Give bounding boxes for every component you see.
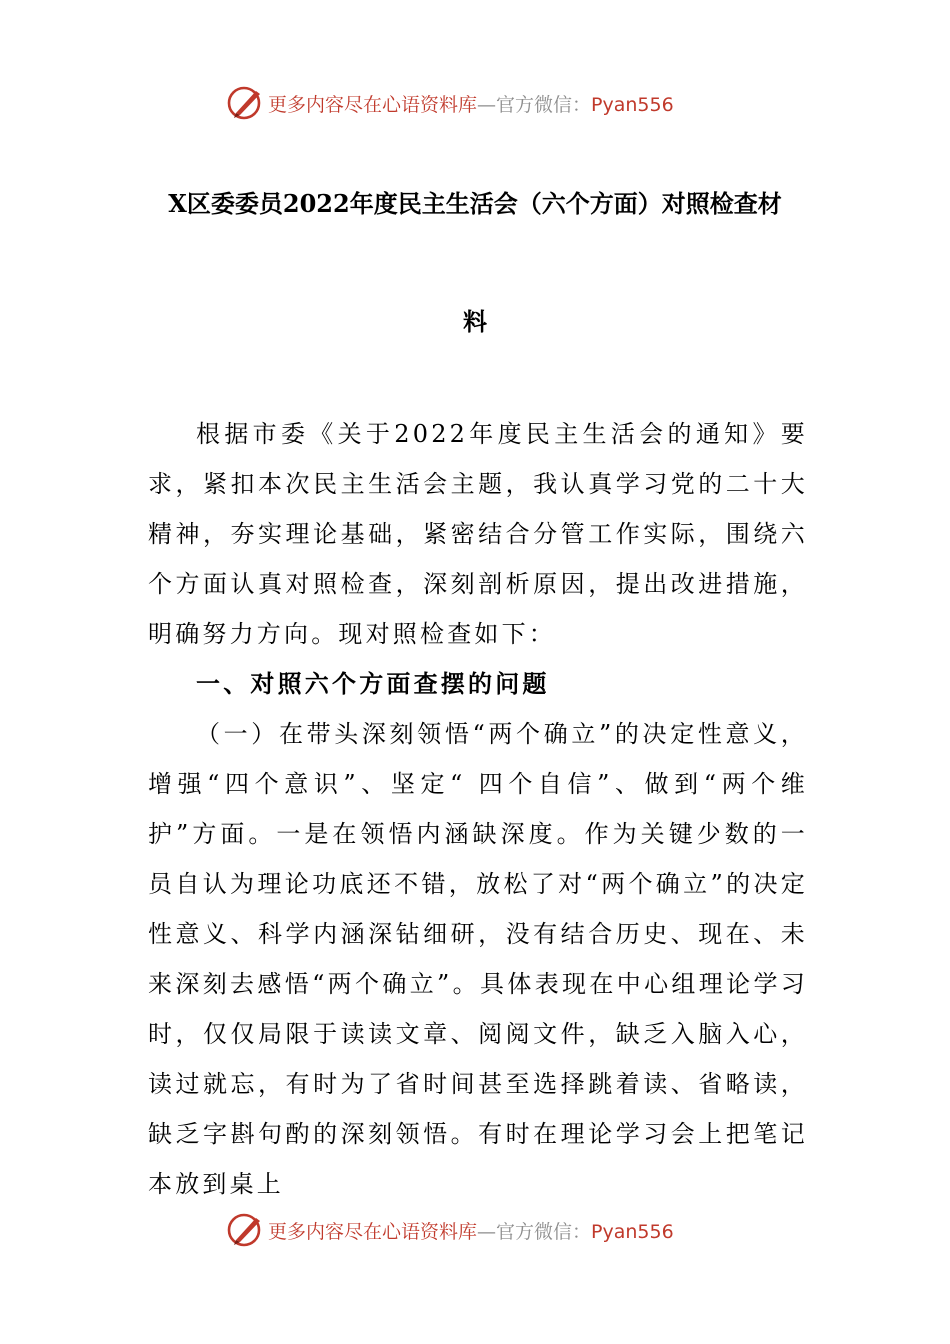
watermark-brand: 更多内容尽在心语资料库 — [268, 93, 478, 116]
watermark-wechat-label: —官方微信： — [477, 93, 592, 116]
section-paragraph: （一）在带头深刻领悟“两个确立”的决定性意义，增强“四个意识”、坚定“ 四个自信”、做到“两个维护”方面。一是在领悟内涵缺深度。作为关键少数的一员自认为理论功底还不错，放松了对“两个确立”的决定性意义、科学内涵深钻细研，没有结合历史、现在、未来深刻去感悟“两个确立”。具体表现在中心组理论学习时，仅仅局限于读读文章、阅阅文件，缺乏入脑入心，读过就忘，有时为了省时间甚至选择跳着读、省略读，缺乏字斟句酌的深刻领悟。有时在理论学习会上把笔记本放到桌上 — [148, 720, 808, 1198]
intro-paragraph: 根据市委《关于2022年度民主生活会的通知》要求，紧扣本次民主生活会主题，我认真学习党的二十大精神，夯实理论基础，紧密结合分管工作实际，围绕六个方面认真对照检查，深刻剖析原因，提出改进措施，明确努力方向。现对照检查如下： — [148, 420, 808, 648]
document-title-line-2: 料 — [463, 307, 487, 336]
document-body — [148, 409, 808, 1209]
watermark-text — [268, 90, 674, 117]
watermark-header — [226, 83, 746, 123]
watermark-wechat-id: Pyan556 — [591, 93, 674, 116]
document-title-line-1: X区委委员2022年度民主生活会（六个方面）对照检查材 — [168, 189, 782, 218]
watermark-wechat-id: Pyan556 — [591, 1220, 674, 1243]
section-heading: 一、对照六个方面查摆的问题 — [196, 669, 550, 698]
watermark-text — [268, 1217, 674, 1244]
watermark-wechat-label: —官方微信： — [477, 1220, 592, 1243]
watermark-brand: 更多内容尽在心语资料库 — [268, 1220, 478, 1243]
watermark-footer — [226, 1210, 746, 1250]
pen-circle-logo-icon — [226, 1210, 266, 1250]
pen-circle-logo-icon — [226, 83, 266, 123]
